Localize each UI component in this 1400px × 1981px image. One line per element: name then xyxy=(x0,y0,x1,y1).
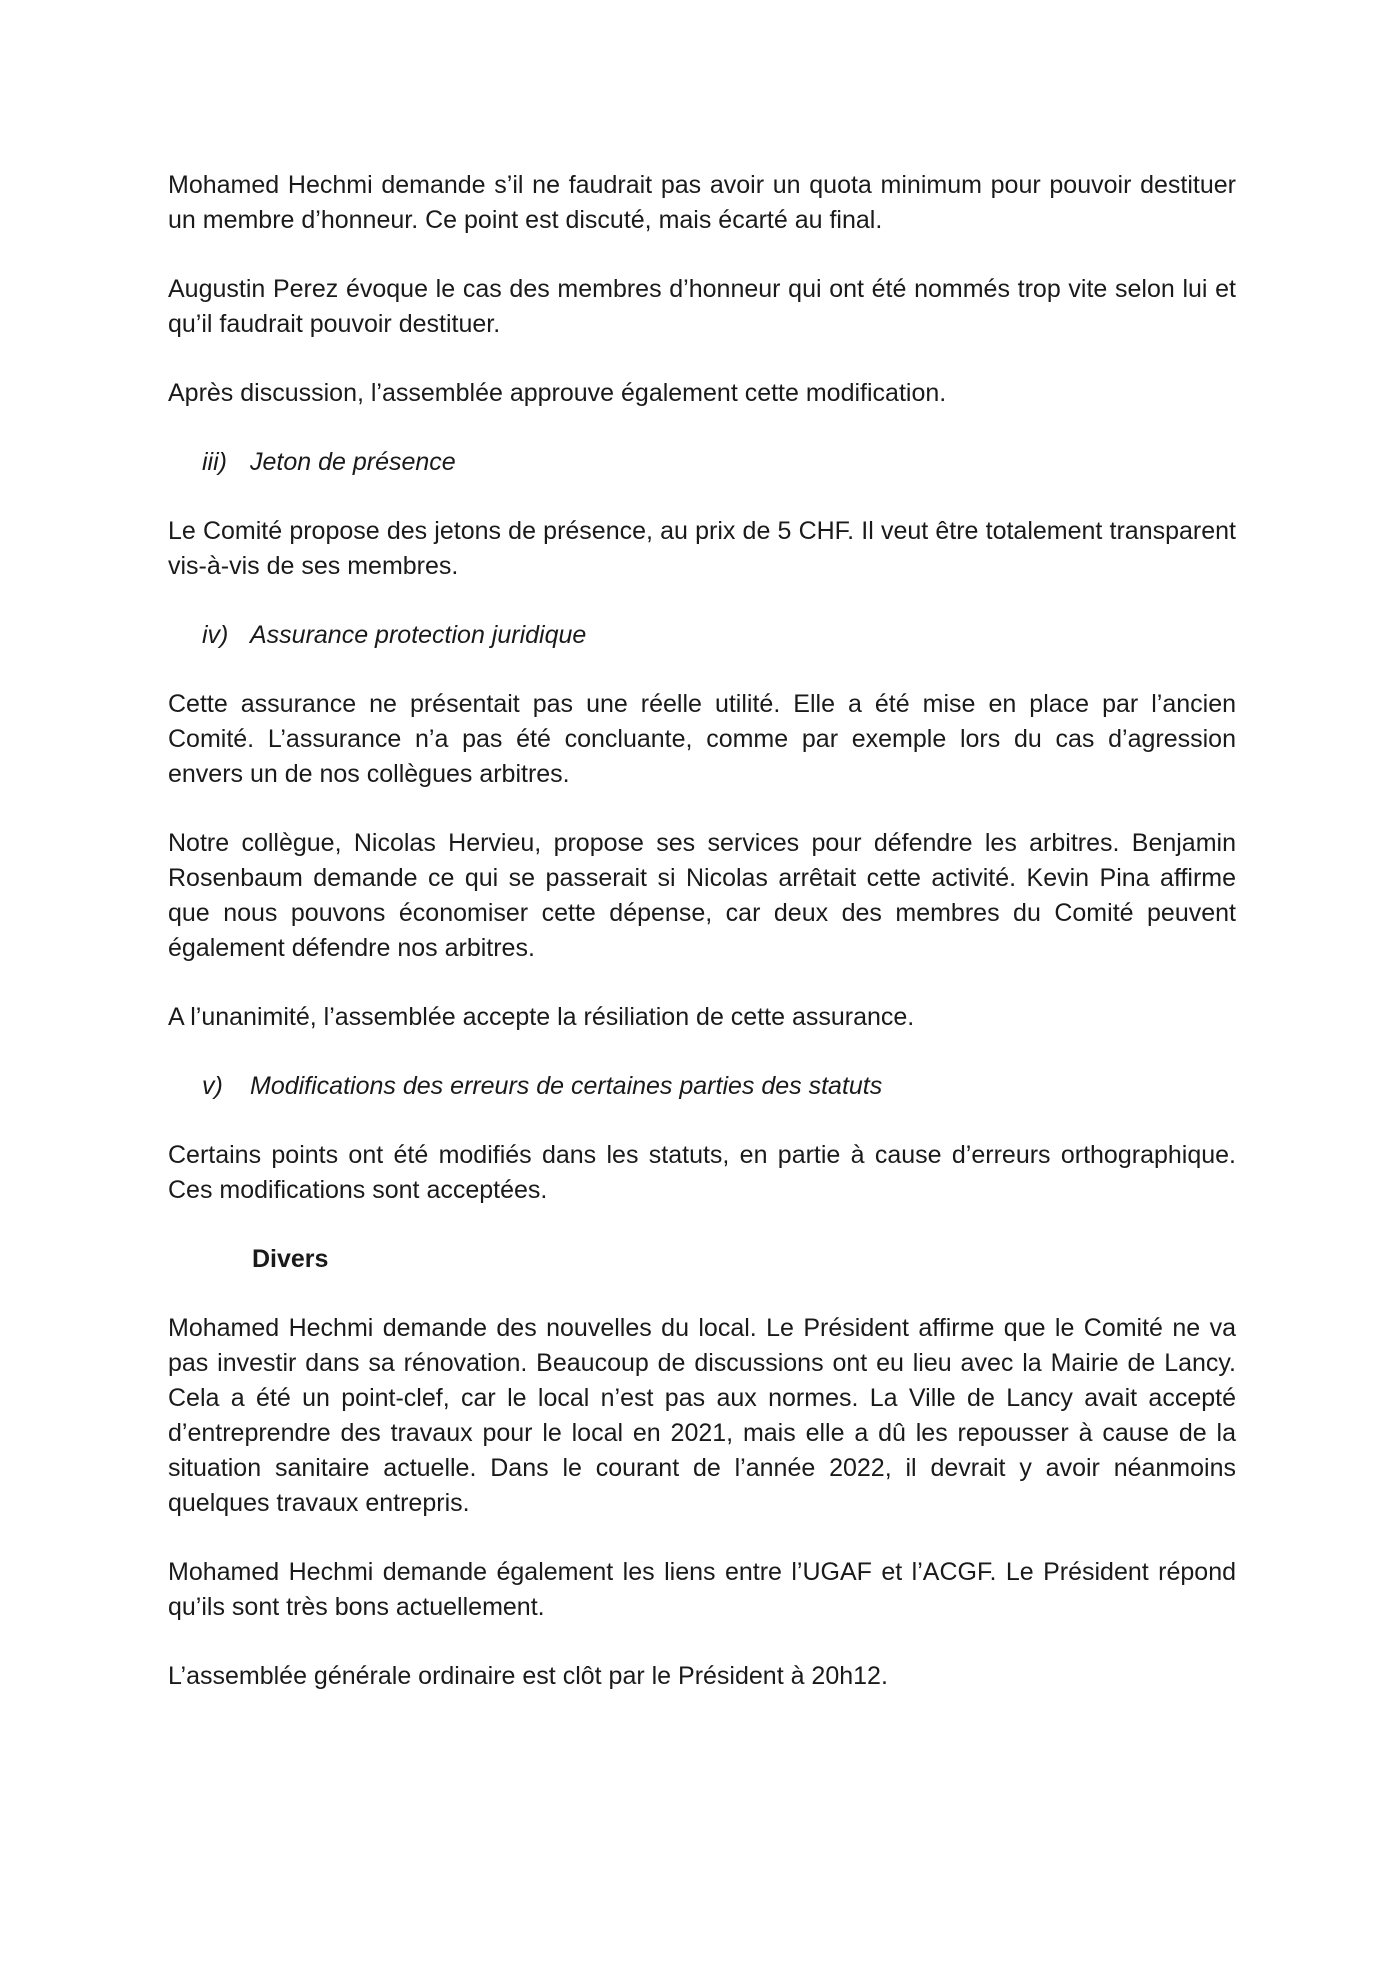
document-page xyxy=(168,168,1236,1728)
subheading-number: iv) xyxy=(202,621,229,649)
paragraph-statuts-modifications: Certains points ont été modifiés dans les statuts, en partie à cause d’erreurs orthographique. Ces modifications sont acceptées. xyxy=(168,1141,1236,1204)
paragraph-local: Mohamed Hechmi demande des nouvelles du local. Le Président affirme que le Comité ne va pas investir dans sa rénovation. Beaucoup de discussions ont eu lieu avec la Mairie de Lancy. Cela a été un point-clef, car le local n’est pas aux normes. La Ville de Lancy avait accepté d’entreprendre des travaux pour le local en 2021, mais elle a dû les repousser à cause de la situation sanitaire actuelle. Dans le courant de l’année 2022, il devrait y avoir néanmoins quelques travaux entrepris. xyxy=(168,1314,1236,1517)
subheading-modifications-statuts xyxy=(168,1069,1236,1104)
subheading-title: Jeton de présence xyxy=(250,448,456,476)
paragraph-ugaf-acgf: Mohamed Hechmi demande également les liens entre l’UGAF et l’ACGF. Le Président répond qu’ils sont très bons actuellement. xyxy=(168,1558,1236,1621)
paragraph-resiliation: A l’unanimité, l’assemblée accepte la résiliation de cette assurance. xyxy=(168,1003,915,1031)
section-heading-divers: Divers xyxy=(252,1245,329,1273)
paragraph-honorary-member-quota: Mohamed Hechmi demande s’il ne faudrait pas avoir un quota minimum pour pouvoir destituer un membre d’honneur. Ce point est discuté, mais écarté au final. xyxy=(168,171,1236,234)
paragraph-modification-approved: Après discussion, l’assemblée approuve également cette modification. xyxy=(168,379,947,407)
subheading-number: iii) xyxy=(202,448,227,476)
subheading-number: v) xyxy=(202,1072,223,1100)
paragraph-closing: L’assemblée générale ordinaire est clôt par le Président à 20h12. xyxy=(168,1662,888,1690)
paragraph-assurance-utility: Cette assurance ne présentait pas une réelle utilité. Elle a été mise en place par l’ancien Comité. L’assurance n’a pas été concluante, comme par exemple lors du cas d’agression envers un de nos collègues arbitres. xyxy=(168,690,1236,788)
paragraph-honorary-member-dismissal: Augustin Perez évoque le cas des membres d’honneur qui ont été nommés trop vite selon lui et qu’il faudrait pouvoir destituer. xyxy=(168,275,1236,338)
subheading-jeton-presence xyxy=(168,445,1236,480)
paragraph-defense-arbitres: Notre collègue, Nicolas Hervieu, propose ses services pour défendre les arbitres. Benjamin Rosenbaum demande ce qui se passerait si Nicolas arrêtait cette activité. Kevin Pina affirme que nous pouvons économiser cette dépense, car deux des membres du Comité peuvent également défendre nos arbitres. xyxy=(168,829,1236,962)
subheading-assurance xyxy=(168,618,1236,653)
paragraph-jeton-presence: Le Comité propose des jetons de présence, au prix de 5 CHF. Il veut être totalement transparent vis-à-vis de ses membres. xyxy=(168,517,1236,580)
subheading-title: Assurance protection juridique xyxy=(250,621,587,649)
subheading-title: Modifications des erreurs de certaines parties des statuts xyxy=(250,1072,883,1100)
